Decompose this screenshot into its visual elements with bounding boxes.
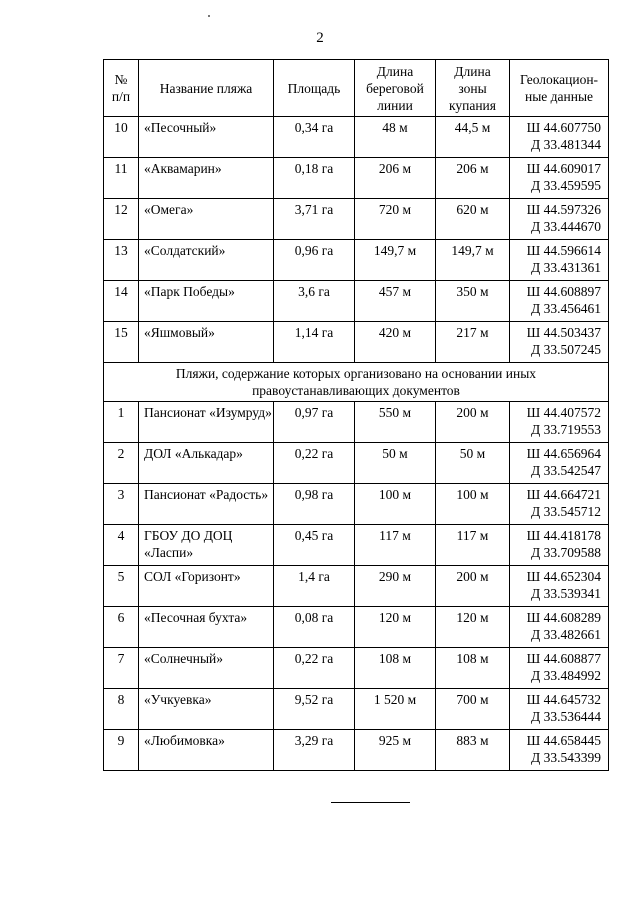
geolocation-cell — [510, 240, 609, 281]
beach-name: ГБОУ ДО ДОЦ «Ласпи» — [139, 525, 274, 566]
longitude-value: Д 33.481344 — [531, 137, 601, 152]
row-number: 11 — [104, 158, 139, 199]
table-body-other-beaches — [104, 402, 609, 771]
footer-rule — [331, 802, 410, 803]
table-row — [104, 525, 609, 566]
beach-name: Пансионат «Изумруд» — [139, 402, 274, 443]
beach-area: 9,52 га — [274, 689, 355, 730]
header-area: Площадь — [274, 60, 355, 117]
latitude-value: Ш 44.597326 — [526, 202, 601, 217]
geolocation-cell — [510, 484, 609, 525]
bathing-zone-length: 206 м — [436, 158, 510, 199]
latitude-value: Ш 44.503437 — [526, 325, 601, 340]
table-row — [104, 199, 609, 240]
beach-name: «Песочная бухта» — [139, 607, 274, 648]
beach-area: 1,4 га — [274, 566, 355, 607]
bathing-zone-length: 149,7 м — [436, 240, 510, 281]
geolocation-cell — [510, 281, 609, 322]
latitude-value: Ш 44.607750 — [526, 120, 601, 135]
table-row — [104, 322, 609, 363]
geolocation-cell — [510, 443, 609, 484]
bathing-zone-length: 50 м — [436, 443, 510, 484]
shoreline-length: 100 м — [355, 484, 436, 525]
bathing-zone-length: 200 м — [436, 402, 510, 443]
latitude-value: Ш 44.608877 — [526, 651, 601, 666]
beach-area: 0,96 га — [274, 240, 355, 281]
row-number: 14 — [104, 281, 139, 322]
row-number: 2 — [104, 443, 139, 484]
row-number: 3 — [104, 484, 139, 525]
table-row — [104, 566, 609, 607]
row-number: 6 — [104, 607, 139, 648]
beach-area: 0,34 га — [274, 117, 355, 158]
longitude-value: Д 33.456461 — [531, 301, 601, 316]
bathing-zone-length: 350 м — [436, 281, 510, 322]
bathing-zone-length: 117 м — [436, 525, 510, 566]
latitude-value: Ш 44.407572 — [526, 405, 601, 420]
beach-area: 0,08 га — [274, 607, 355, 648]
geolocation-cell — [510, 607, 609, 648]
beach-area: 3,29 га — [274, 730, 355, 771]
beach-name: ДОЛ «Алькадар» — [139, 443, 274, 484]
latitude-value: Ш 44.608897 — [526, 284, 601, 299]
geolocation-cell — [510, 322, 609, 363]
shoreline-length: 1 520 м — [355, 689, 436, 730]
latitude-value: Ш 44.596614 — [526, 243, 601, 258]
beach-area: 0,98 га — [274, 484, 355, 525]
section-header-row — [104, 363, 609, 402]
beaches-table — [103, 59, 609, 771]
geolocation-cell — [510, 689, 609, 730]
shoreline-length: 48 м — [355, 117, 436, 158]
beach-area: 0,22 га — [274, 648, 355, 689]
beach-name: Пансионат «Радость» — [139, 484, 274, 525]
bathing-zone-length: 44,5 м — [436, 117, 510, 158]
bathing-zone-length: 620 м — [436, 199, 510, 240]
bathing-zone-length: 883 м — [436, 730, 510, 771]
latitude-value: Ш 44.418178 — [526, 528, 601, 543]
header-shore-length: Длина береговой линии — [355, 60, 436, 117]
longitude-value: Д 33.542547 — [531, 463, 601, 478]
geolocation-cell — [510, 648, 609, 689]
shoreline-length: 117 м — [355, 525, 436, 566]
row-number: 15 — [104, 322, 139, 363]
latitude-value: Ш 44.658445 — [526, 733, 601, 748]
row-number: 12 — [104, 199, 139, 240]
shoreline-length: 149,7 м — [355, 240, 436, 281]
beach-name: «Омега» — [139, 199, 274, 240]
table-row — [104, 281, 609, 322]
beach-name: «Парк Победы» — [139, 281, 274, 322]
shoreline-length: 550 м — [355, 402, 436, 443]
longitude-value: Д 33.543399 — [531, 750, 601, 765]
bathing-zone-length: 200 м — [436, 566, 510, 607]
longitude-value: Д 33.719553 — [531, 422, 601, 437]
beach-name: «Любимовка» — [139, 730, 274, 771]
beach-name: «Солдатский» — [139, 240, 274, 281]
shoreline-length: 120 м — [355, 607, 436, 648]
longitude-value: Д 33.431361 — [531, 260, 601, 275]
longitude-value: Д 33.545712 — [531, 504, 601, 519]
header-geolocation: Геолокацион-ные данные — [510, 60, 609, 117]
bathing-zone-length: 700 м — [436, 689, 510, 730]
longitude-value: Д 33.536444 — [531, 709, 601, 724]
geolocation-cell — [510, 402, 609, 443]
shoreline-length: 108 м — [355, 648, 436, 689]
table-row — [104, 117, 609, 158]
row-number: 7 — [104, 648, 139, 689]
table-row — [104, 648, 609, 689]
beach-name: СОЛ «Горизонт» — [139, 566, 274, 607]
header-zone-length: Длина зоны купания — [436, 60, 510, 117]
longitude-value: Д 33.459595 — [531, 178, 601, 193]
table-row — [104, 402, 609, 443]
row-number: 5 — [104, 566, 139, 607]
shoreline-length: 206 м — [355, 158, 436, 199]
shoreline-length: 925 м — [355, 730, 436, 771]
beach-name: «Солнечный» — [139, 648, 274, 689]
shoreline-length: 290 м — [355, 566, 436, 607]
table-row — [104, 443, 609, 484]
row-number: 9 — [104, 730, 139, 771]
beach-area: 0,45 га — [274, 525, 355, 566]
latitude-value: Ш 44.609017 — [526, 161, 601, 176]
longitude-value: Д 33.444670 — [531, 219, 601, 234]
table-row — [104, 730, 609, 771]
row-number: 1 — [104, 402, 139, 443]
shoreline-length: 420 м — [355, 322, 436, 363]
table-row — [104, 240, 609, 281]
table-row — [104, 158, 609, 199]
longitude-value: Д 33.507245 — [531, 342, 601, 357]
geolocation-cell — [510, 566, 609, 607]
section-title: Пляжи, содержание которых организовано на основании иных правоустанавливающих документов — [104, 363, 609, 402]
row-number: 10 — [104, 117, 139, 158]
table-row — [104, 484, 609, 525]
beach-name: «Аквамарин» — [139, 158, 274, 199]
beach-area: 1,14 га — [274, 322, 355, 363]
beach-name: «Учкуевка» — [139, 689, 274, 730]
geolocation-cell — [510, 730, 609, 771]
geolocation-cell — [510, 117, 609, 158]
latitude-value: Ш 44.652304 — [526, 569, 601, 584]
header-num: № п/п — [104, 60, 139, 117]
beach-name: «Яшмовый» — [139, 322, 274, 363]
table-row — [104, 689, 609, 730]
beach-name: «Песочный» — [139, 117, 274, 158]
row-number: 8 — [104, 689, 139, 730]
longitude-value: Д 33.539341 — [531, 586, 601, 601]
geolocation-cell — [510, 525, 609, 566]
table-row — [104, 607, 609, 648]
shoreline-length: 720 м — [355, 199, 436, 240]
bathing-zone-length: 100 м — [436, 484, 510, 525]
latitude-value: Ш 44.664721 — [526, 487, 601, 502]
table-header-row — [104, 60, 609, 117]
shoreline-length: 50 м — [355, 443, 436, 484]
geolocation-cell — [510, 158, 609, 199]
shoreline-length: 457 м — [355, 281, 436, 322]
latitude-value: Ш 44.645732 — [526, 692, 601, 707]
geolocation-cell — [510, 199, 609, 240]
beach-area: 0,18 га — [274, 158, 355, 199]
longitude-value: Д 33.484992 — [531, 668, 601, 683]
scan-speck — [208, 15, 210, 17]
latitude-value: Ш 44.656964 — [526, 446, 601, 461]
beach-area: 0,22 га — [274, 443, 355, 484]
longitude-value: Д 33.482661 — [531, 627, 601, 642]
row-number: 4 — [104, 525, 139, 566]
row-number: 13 — [104, 240, 139, 281]
page-number: 2 — [316, 30, 324, 46]
beach-area: 3,6 га — [274, 281, 355, 322]
bathing-zone-length: 108 м — [436, 648, 510, 689]
beach-area: 3,71 га — [274, 199, 355, 240]
bathing-zone-length: 217 м — [436, 322, 510, 363]
table-body-city-beaches — [104, 117, 609, 363]
beach-area: 0,97 га — [274, 402, 355, 443]
longitude-value: Д 33.709588 — [531, 545, 601, 560]
latitude-value: Ш 44.608289 — [526, 610, 601, 625]
bathing-zone-length: 120 м — [436, 607, 510, 648]
header-name: Название пляжа — [139, 60, 274, 117]
